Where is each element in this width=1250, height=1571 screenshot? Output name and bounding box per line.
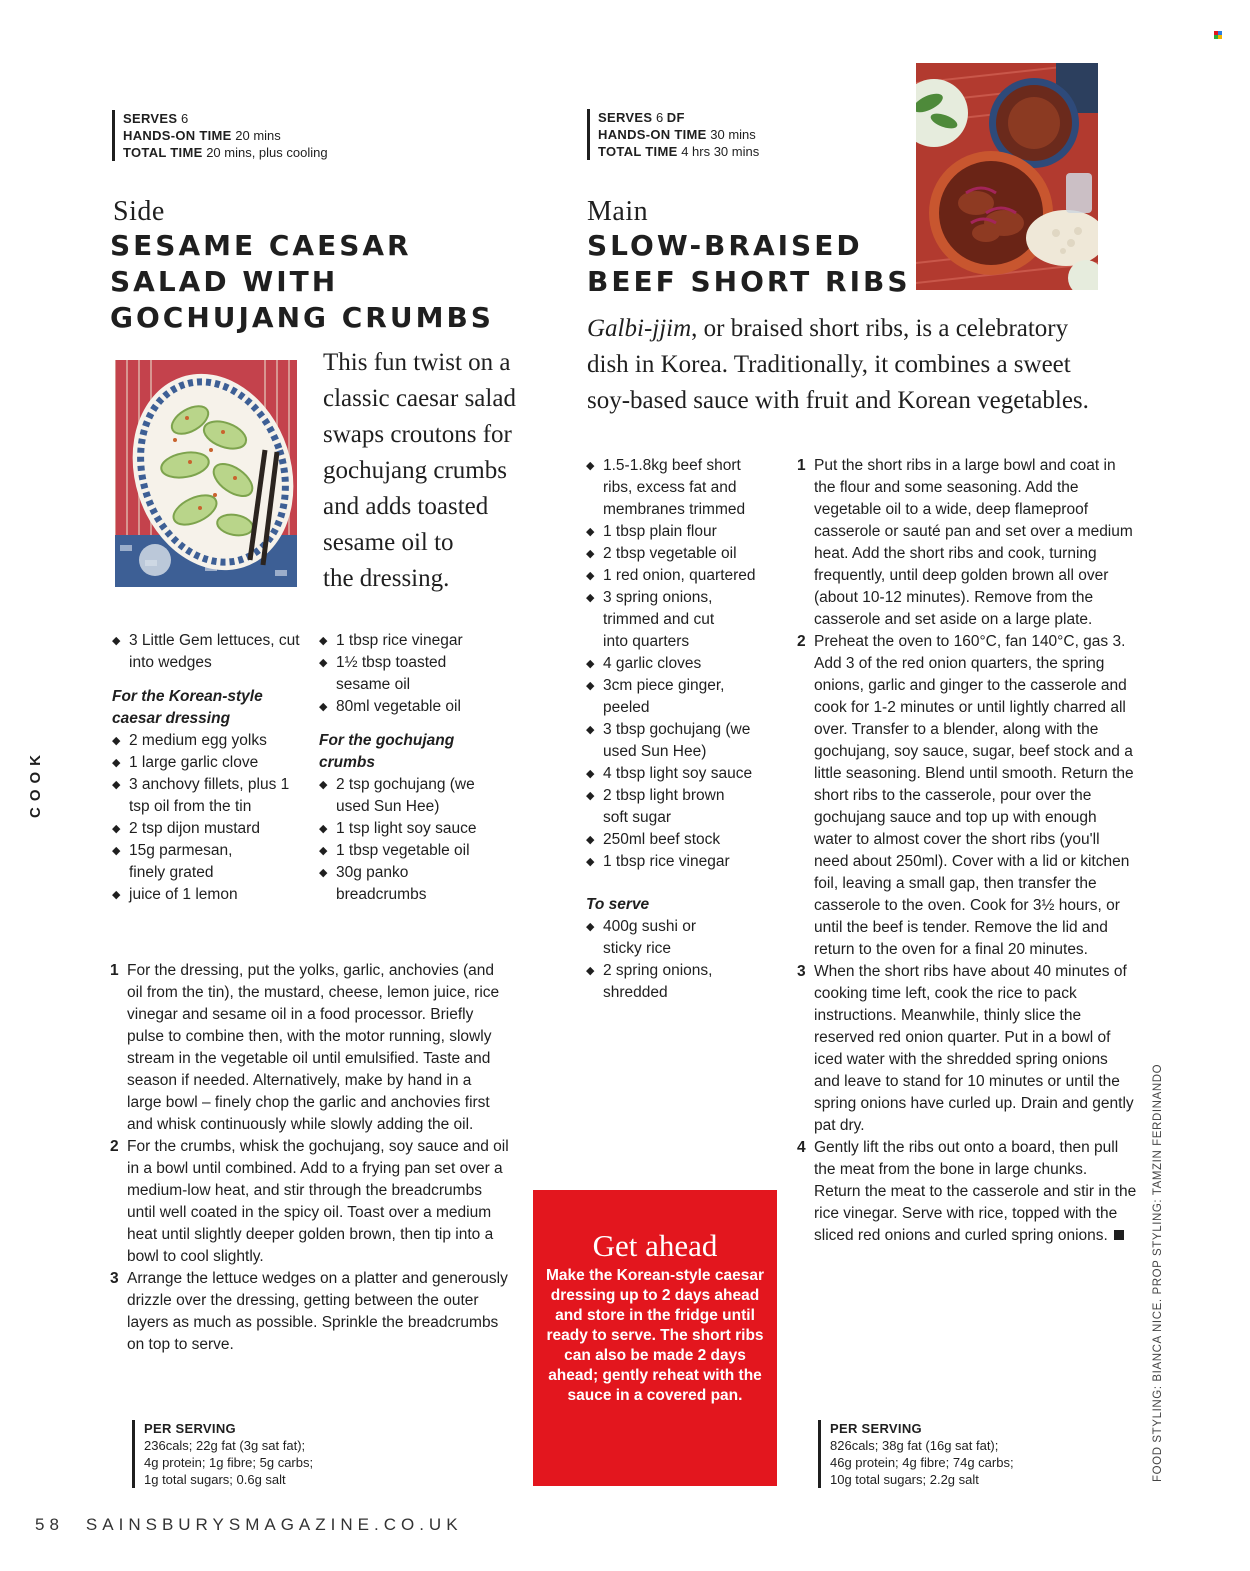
intro-line: dish in Korea. Traditionally, it combines a sweet xyxy=(587,351,1071,378)
nutrition-line: 1g total sugars; 0.6g salt xyxy=(144,1472,286,1487)
step-text: For the crumbs, whisk the gochujang, soy sauce and oil in a bowl until combined. Add to a frying pan set over a medium-low heat, and stir through the breadcrumbs until well coated in the spicy oil. Toast over a medium heat until slightly deeper golden brown, then tip into a bowl to cool slightly. xyxy=(127,1138,509,1265)
step-number: 3 xyxy=(110,1270,119,1287)
ingredient-item: ◆ 400g sushi or sticky rice xyxy=(586,916,726,960)
method-step xyxy=(797,631,1137,961)
step-number: 1 xyxy=(797,457,806,474)
step-number: 2 xyxy=(110,1138,119,1155)
ingredient-item: ◆ 250ml beef stock xyxy=(586,829,776,851)
total-time-label: TOTAL TIME xyxy=(123,145,203,160)
get-ahead-text: Make the Korean-style caesar dressing up to 2 days ahead and store in the fridge until ready to serve. The short ribs can also be made 2 days ahead; gently reheat with the sauce in a covered pan. xyxy=(546,1267,764,1404)
ingredient-item: ◆ 3 anchovy fillets, plus 1 tsp oil from the tin xyxy=(112,774,299,818)
ingredient-item: ◆ 3cm piece ginger, peeled xyxy=(586,675,746,719)
main-recipe-title xyxy=(587,228,911,300)
step-number: 4 xyxy=(797,1139,806,1156)
get-ahead-box xyxy=(533,1190,777,1486)
serves-value: 6 xyxy=(655,110,664,125)
title-line: SLOW-BRAISED xyxy=(587,229,863,262)
step-text: Preheat the oven to 160°C, fan 140°C, gas 3. Add 3 of the red onion quarters, the spring onions, garlic and ginger to the casserole and cook for 1-2 minutes or until lightly charred all over. Transfer to a blender, along with the gochujang, soy sauce, sugar, beef stock and a little seasoning. Blend until smooth. Return the short ribs to the casserole, pour over the gochujang sauce and top up with enough water to almost cover the short ribs (you'll need about 250ml). Cover with a lid or kitchen foil, leaving a small gap, then transfer the casserole to the oven. Cook for 3½ hours, or until the beef is tender. Remove the lid and return to the oven for a final 20 minutes. xyxy=(814,633,1134,958)
ingredient-item: ◆ 1.5-1.8kg beef short ribs, excess fat and membranes trimmed xyxy=(586,455,766,521)
intro-line-rest: , or braised short ribs, is a celebratory xyxy=(691,315,1069,342)
main-recipe-meta xyxy=(587,109,759,160)
ingredient-item: ◆ 2 tbsp vegetable oil xyxy=(586,543,776,565)
method-step xyxy=(797,455,1137,631)
ingredient-item: ◆ 80ml vegetable oil xyxy=(319,696,494,718)
step-text: When the short ribs have about 40 minutes of cooking time left, cook the rice to pack instructions. Meanwhile, thinly slice the reserved red onion quarter. Put in a bowl of iced water with the shredded spring onions and leave to stand for 10 minutes or until the spring onions have curled up. Drain and gently pat dry. xyxy=(814,963,1134,1134)
ingredient-item: ◆ 2 tbsp light brown soft sugar xyxy=(586,785,746,829)
title-line: SESAME CAESAR xyxy=(110,229,412,262)
ingredient-item: ◆ 30g panko breadcrumbs xyxy=(319,862,449,906)
ingredient-item: ◆ 2 medium egg yolks xyxy=(112,730,307,752)
short-ribs-photo xyxy=(916,63,1098,290)
title-line: SALAD WITH xyxy=(110,265,339,298)
step-text: For the dressing, put the yolks, garlic, anchovies (and oil from the tin), the mustard, cheese, lemon juice, rice vinegar and sesame oil in a food processor. Briefly pulse to combine then, with the motor running, slowly stream in the vegetable oil until emulsified. Taste and season if needed. Alternatively, make by hand in a large bowl – finely chop the garlic and anchovies first and whisk continuously while slowly adding the oil. xyxy=(127,962,500,1133)
section-label xyxy=(26,745,56,825)
hands-on-label: HANDS-ON TIME xyxy=(123,128,232,143)
serves-label: SERVES xyxy=(598,110,653,125)
ingredient-item: ◆ 3 spring onions, trimmed and cut into quarters xyxy=(586,587,736,653)
side-nutrition xyxy=(132,1420,313,1488)
ingredient-item: ◆ 1 tbsp rice vinegar xyxy=(586,851,776,873)
ingredient-item: ◆ 1 tsp light soy sauce xyxy=(319,818,494,840)
page-footer xyxy=(35,1515,463,1535)
intro-line: and adds toasted xyxy=(323,493,489,520)
hands-on-label: HANDS-ON TIME xyxy=(598,127,707,142)
crumbs-heading: For the gochujang crumbs xyxy=(319,732,455,771)
ingredient-item: ◆ 1 red onion, quartered xyxy=(586,565,776,587)
ingredient-item: ◆ 4 tbsp light soy sauce xyxy=(586,763,776,785)
step-number: 2 xyxy=(797,633,806,650)
side-intro xyxy=(323,345,516,597)
ingredient-item: ◆ 1½ tbsp toasted sesame oil xyxy=(319,652,469,696)
nutrition-line: 4g protein; 1g fibre; 5g carbs; xyxy=(144,1455,314,1470)
end-of-recipe-mark xyxy=(1114,1230,1124,1240)
title-line: GOCHUJANG CRUMBS xyxy=(110,301,494,334)
intro-line: sesame oil to xyxy=(323,529,454,556)
ingredient-item: ◆ 2 spring onions, shredded xyxy=(586,960,736,1004)
serves-label: SERVES xyxy=(123,111,178,126)
ingredient-item: ◆ 1 tbsp rice vinegar xyxy=(319,630,494,652)
side-ingredients-col2 xyxy=(319,630,494,906)
nutrition-line: 10g total sugars; 2.2g salt xyxy=(830,1472,979,1487)
intro-line: classic caesar salad xyxy=(323,385,516,412)
ingredient-item: ◆ 15g parmesan, finely grated xyxy=(112,840,252,884)
main-course-label: Main xyxy=(587,196,649,227)
main-method xyxy=(797,455,1137,1247)
hands-on-value: 20 mins xyxy=(235,128,281,143)
side-course-label: Side xyxy=(113,196,165,227)
serves-value: 6 xyxy=(180,111,189,126)
intro-line: the dressing. xyxy=(323,565,450,592)
side-recipe-meta xyxy=(112,110,328,161)
hands-on-value: 30 mins xyxy=(710,127,756,142)
total-time-value: 4 hrs 30 mins xyxy=(681,144,760,159)
section-label-text: COOK xyxy=(27,749,44,818)
method-step xyxy=(797,961,1137,1137)
ingredient-item: ◆ 2 tsp dijon mustard xyxy=(112,818,307,840)
total-time-label: TOTAL TIME xyxy=(598,144,678,159)
dressing-heading: For the Korean-style caesar dressing xyxy=(112,688,263,727)
intro-line: soy-based sauce with fruit and Korean vegetables. xyxy=(587,387,1089,414)
title-line: BEEF SHORT RIBS xyxy=(587,265,911,298)
photo-credit xyxy=(1146,1040,1170,1482)
step-number: 1 xyxy=(110,962,119,979)
step-text: Gently lift the ribs out onto a board, then pull the meat from the bone in large chunks. Return the meat to the casserole and stir in the rice vinegar. Serve with rice, topped with the sliced red onions and curled spring onions. xyxy=(814,1139,1137,1244)
step-text: Arrange the lettuce wedges on a platter and generously drizzle over the dressing, getting between the outer layers as much as possible. Sprinkle the breadcrumbs on top to serve. xyxy=(127,1270,508,1353)
caesar-salad-photo xyxy=(115,360,297,587)
ingredient-item: ◆ 3 Little Gem lettuces, cut into wedges xyxy=(112,630,307,674)
dairy-free-badge: DF xyxy=(666,110,685,125)
photo-credit-text: FOOD STYLING: BIANCA NICE. PROP STYLING: TAMZIN FERDINANDO xyxy=(1152,1063,1164,1482)
intro-line xyxy=(587,311,1089,347)
main-ingredients xyxy=(586,455,776,1004)
method-step xyxy=(797,1137,1137,1247)
get-ahead-heading: Get ahead xyxy=(592,1228,718,1263)
side-method xyxy=(110,960,510,1356)
total-time-value: 20 mins, plus cooling xyxy=(206,145,328,160)
ingredient-item: ◆ 3 tbsp gochujang (we used Sun Hee) xyxy=(586,719,756,763)
nutrition-line: 236cals; 22g fat (3g sat fat); xyxy=(144,1438,306,1453)
main-intro xyxy=(587,311,1089,419)
ingredient-item: ◆ 4 garlic cloves xyxy=(586,653,776,675)
method-step xyxy=(110,960,510,1136)
nutrition-line: 826cals; 38g fat (16g sat fat); xyxy=(830,1438,999,1453)
ingredient-item: ◆ 1 tbsp plain flour xyxy=(586,521,776,543)
nutrition-label: PER SERVING xyxy=(830,1421,922,1436)
side-ingredients-col1 xyxy=(112,630,307,906)
intro-line: This fun twist on a xyxy=(323,349,511,376)
to-serve-heading: To serve xyxy=(586,896,650,913)
method-step xyxy=(110,1136,510,1268)
step-text: Put the short ribs in a large bowl and coat in the flour and some seasoning. Add the vegetable oil to a wide, deep flameproof casserole or sauté pan and set over a medium heat. Add the short ribs and cook, turning frequently, until deep golden brown all over (about 10-12 minutes). Remove from the casserole and set aside on a large plate. xyxy=(814,457,1133,628)
method-step xyxy=(110,1268,510,1356)
nutrition-line: 46g protein; 4g fibre; 74g carbs; xyxy=(830,1455,1014,1470)
footer-site: SAINSBURYSMAGAZINE.CO.UK xyxy=(85,1515,463,1534)
ingredient-item: ◆ 2 tsp gochujang (we used Sun Hee) xyxy=(319,774,484,818)
ingredient-item: ◆ 1 large garlic clove xyxy=(112,752,307,774)
intro-line: swaps croutons for xyxy=(323,421,512,448)
intro-line: gochujang crumbs xyxy=(323,457,507,484)
main-nutrition xyxy=(818,1420,1014,1488)
brand-mark-icon xyxy=(1214,31,1222,39)
intro-dish-name: Galbi-jjim xyxy=(587,315,692,342)
ingredient-item: ◆ 1 tbsp vegetable oil xyxy=(319,840,494,862)
page-number: 58 xyxy=(35,1515,64,1534)
ingredient-item: ◆ juice of 1 lemon xyxy=(112,884,307,906)
side-recipe-title xyxy=(110,228,494,336)
step-number: 3 xyxy=(797,963,806,980)
nutrition-label: PER SERVING xyxy=(144,1421,236,1436)
